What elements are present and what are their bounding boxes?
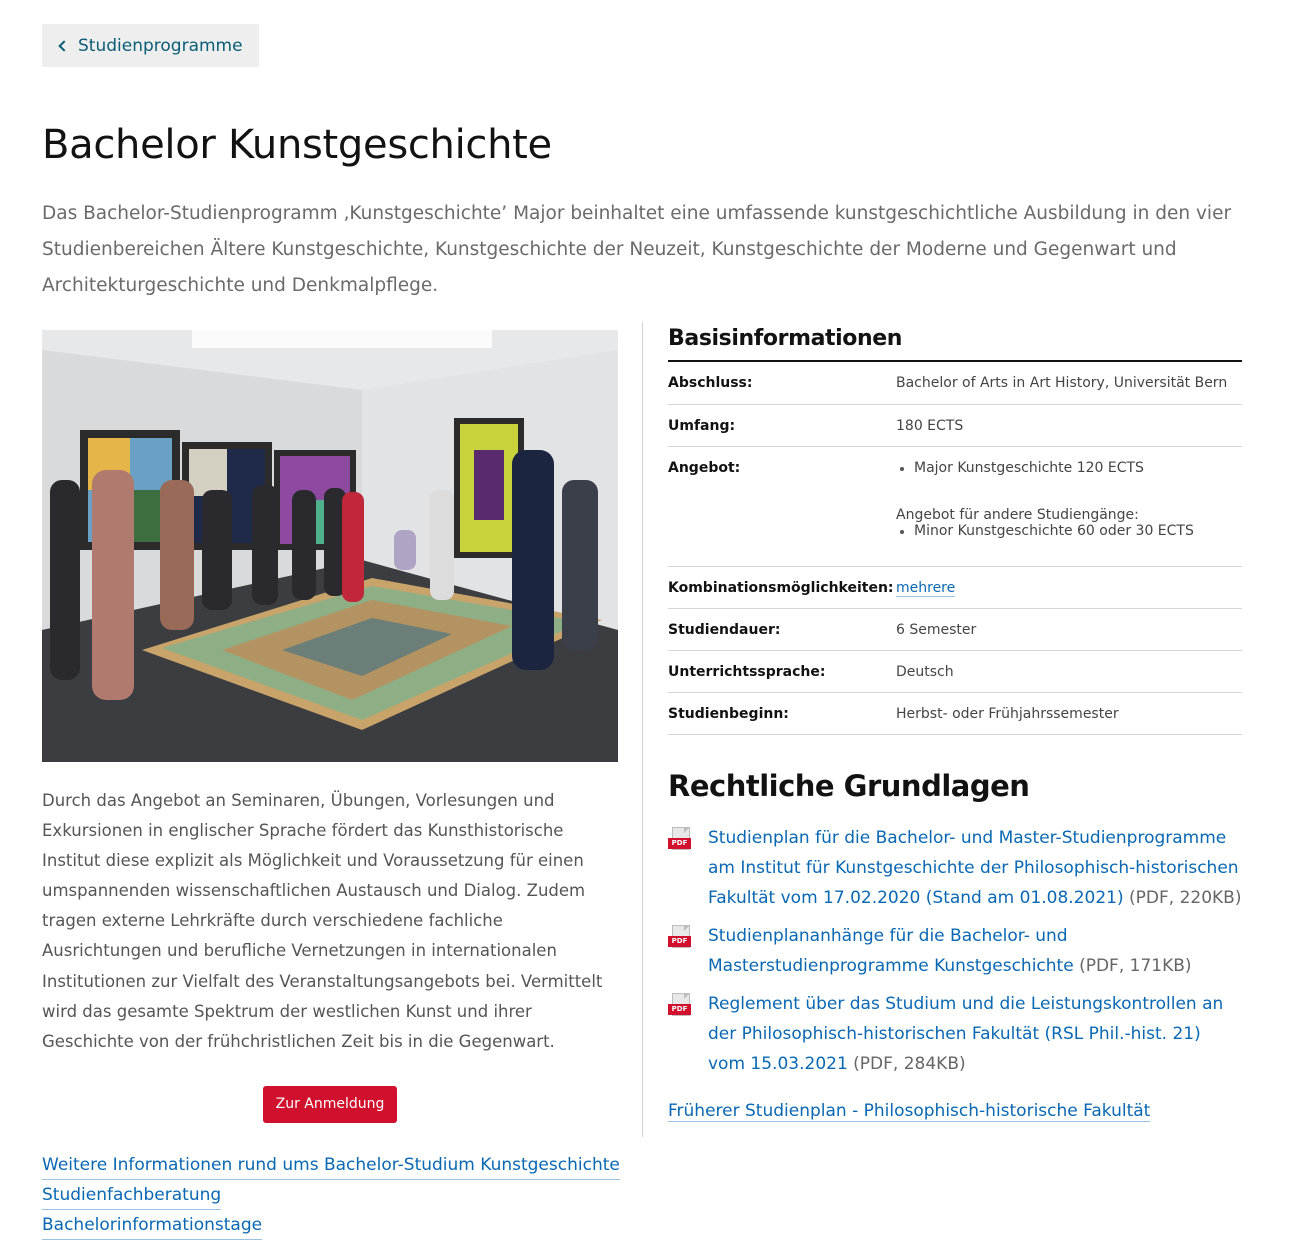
left-column [42, 330, 618, 1123]
link-more-info[interactable]: Weitere Informationen rund ums Bachelor-Studium Kunstgeschichte [42, 1150, 620, 1180]
row-key: Unterrichtssprache: [668, 650, 896, 692]
column-divider [642, 322, 643, 1137]
document-meta: (PDF, 171KB) [1073, 955, 1192, 976]
document-list [668, 823, 1242, 1079]
list-item [668, 989, 1242, 1079]
back-label: Studienprogramme [78, 35, 243, 56]
basis-table [668, 362, 1242, 735]
list-item [668, 823, 1242, 913]
pdf-icon: PDF [668, 993, 694, 1019]
row-key: Studienbeginn: [668, 692, 896, 734]
document-meta: (PDF, 284KB) [847, 1053, 966, 1074]
table-row [668, 650, 1242, 692]
list-item: Minor Kunstgeschichte 60 oder 30 ECTS [896, 523, 1242, 539]
table-row [668, 446, 1242, 566]
back-button[interactable] [42, 24, 259, 67]
link-info-days[interactable]: Bachelorinformationstage [42, 1210, 262, 1240]
table-row [668, 566, 1242, 608]
row-key: Umfang: [668, 404, 896, 446]
combinations-link[interactable]: mehrere [896, 579, 956, 596]
offer-subheading: Angebot für andere Studiengänge: [896, 506, 1139, 523]
right-column [668, 322, 1242, 1121]
page-title: Bachelor Kunstgeschichte [42, 122, 552, 168]
row-key: Studiendauer: [668, 608, 896, 650]
list-item [668, 921, 1242, 981]
row-value: 6 Semester [896, 608, 1242, 650]
document-link[interactable]: Studienplan für die Bachelor- und Master-Studienprogramme am Institut für Kunstgeschichte der Philosophisch-historischen Fakultät vom 17.02.2020 (Stand am 01.08.2021) [708, 827, 1239, 908]
intro-text: Durch das Angebot an Seminaren, Übungen, Vorlesungen und Exkursionen in englischer Sprache fördert das Kunsthistorische Institut diese explizit als Möglichkeit und Voraussetzung für einen umspannenden wissenschaftlichen Austausch und Dialog. Zudem tragen externe Lehrkräfte durch verschiedene fachliche Ausrichtungen und berufliche Vernetzungen in internationalen Institutionen zur Vielfalt des Veranstaltungsangebots bei. Vermittelt wird das gesamte Spektrum der westlichen Kunst und ihrer Geschichte von der frühchristlichen Zeit bis in die Gegenwart. [42, 791, 603, 1051]
row-value [896, 446, 1242, 566]
gallery-image [42, 330, 618, 762]
row-key: Kombinationsmöglichkeiten: [668, 566, 896, 608]
earlier-study-plan-link[interactable]: Früherer Studienplan - Philosophisch-historische Fakultät [668, 1100, 1151, 1121]
lead-text: Das Bachelor-Studienprogramm ‚Kunstgeschichte’ Major beinhaltet eine umfassende kunstgeschichtliche Ausbildung in den vier Studienbereichen Ältere Kunstgeschichte, Kunstgeschichte der Neuzeit, Kunstgeschichte der Moderne und Gegenwart und Architekturgeschichte und Denkmalpflege. [42, 203, 1232, 296]
row-value: Herbst- oder Frühjahrssemester [896, 692, 1242, 734]
row-key: Angebot: [668, 446, 896, 566]
pdf-icon: PDF [668, 827, 694, 853]
basis-title: Basisinformationen [668, 322, 1242, 362]
table-row [668, 362, 1242, 404]
row-value: Bachelor of Arts in Art History, Universität Bern [896, 362, 1242, 404]
registration-button[interactable]: Zur Anmeldung [263, 1086, 398, 1123]
chevron-left-icon [58, 40, 69, 51]
row-key: Abschluss: [668, 362, 896, 404]
row-value [896, 566, 1242, 608]
list-item: Major Kunstgeschichte 120 ECTS [896, 460, 1242, 476]
link-advising[interactable]: Studienfachberatung [42, 1180, 221, 1210]
table-row [668, 404, 1242, 446]
document-meta: (PDF, 220KB) [1123, 887, 1242, 908]
document-link[interactable]: Reglement über das Studium und die Leistungskontrollen an der Philosophisch-historischen Fakultät (RSL Phil.-hist. 21) vom 15.03.2021 [708, 993, 1224, 1074]
legal-title: Rechtliche Grundlagen [668, 768, 1030, 803]
more-links [42, 1150, 620, 1240]
row-value: 180 ECTS [896, 404, 1242, 446]
pdf-icon: PDF [668, 925, 694, 951]
table-row [668, 692, 1242, 734]
document-link[interactable]: Studienplananhänge für die Bachelor- und Masterstudienprogramme Kunstgeschichte [708, 925, 1074, 976]
table-row [668, 608, 1242, 650]
row-value: Deutsch [896, 650, 1242, 692]
